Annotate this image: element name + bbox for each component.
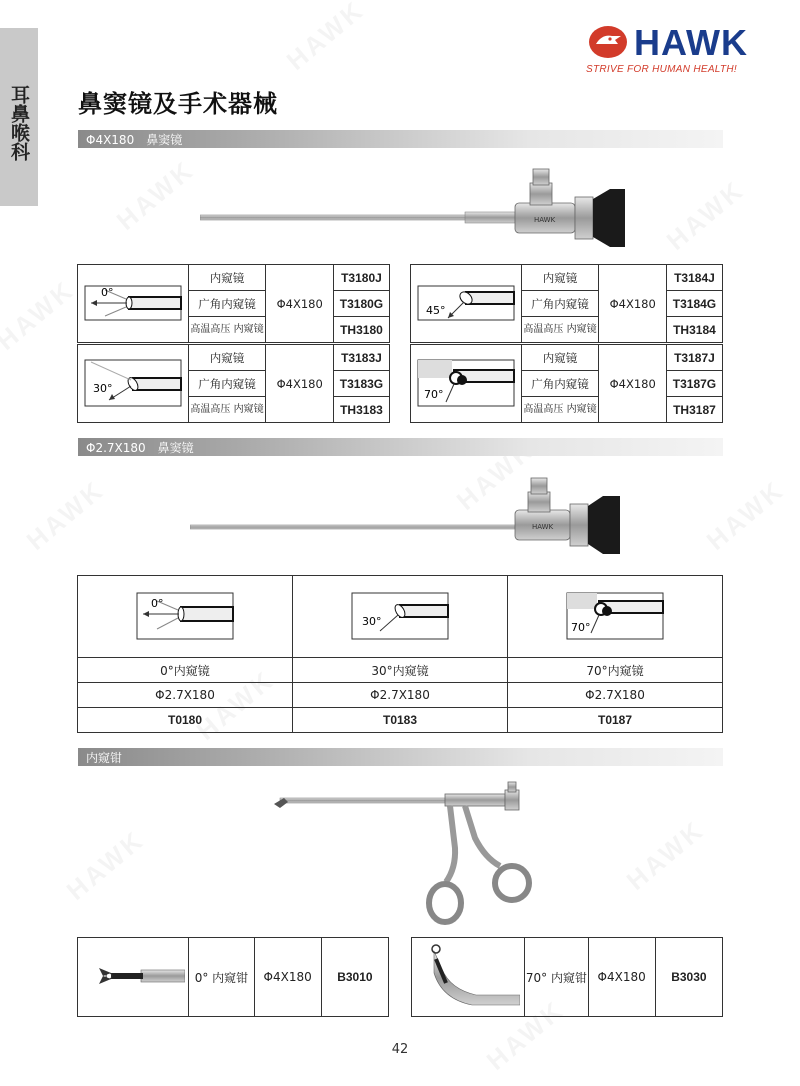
product-code: T0183 [293,708,508,733]
product-code: T0180 [78,708,293,733]
section-title: Φ2.7X180 鼻窦镜 [86,441,194,455]
watermark [61,824,151,907]
lens-diagram-cell [411,265,522,343]
product-code: T3184J [666,265,722,291]
side-tab-label: 耳鼻喉科 [8,85,30,161]
forceps-70deg-tip-icon [416,939,520,1013]
svg-text:0°: 0° [100,286,114,299]
watermark [701,474,791,557]
product-name: 30°内窥镜 [293,658,508,683]
endoscope-2.7x180-image [190,472,630,562]
spec-table-0deg [77,264,390,343]
forceps-table-70deg [411,937,723,1017]
product-code: T3183G [333,371,389,397]
product-code: T3184G [666,291,722,317]
product-name: 高温高压 内窥镜 [521,397,599,423]
product-spec: Φ2.7X180 [78,683,293,708]
svg-text:30°: 30° [92,382,113,395]
hawk-logo-icon [588,24,628,60]
product-name: 内窥镜 [188,345,266,371]
scope-brand-label: HAWK [532,523,554,531]
spec-table-30deg [77,344,390,423]
watermark [621,814,711,897]
lens-45deg-icon [414,272,518,332]
product-name: 广角内窥镜 [521,291,599,317]
product-code: B3010 [321,938,388,1017]
product-name: 0°内窥镜 [78,658,293,683]
lens-diagram-cell [411,345,522,423]
lens-70deg-icon [414,352,518,412]
product-name: 高温高压 内窥镜 [188,397,266,423]
forceps-tip-cell [78,938,189,1017]
spec-table-2.7x180 [77,575,723,733]
product-spec: Φ4X180 [266,345,333,423]
product-name: 70° 内窥钳 [525,938,588,1017]
forceps-table-0deg [77,937,389,1017]
lens-diagram-cell [78,265,189,343]
lens-diagram-cell [78,345,189,423]
lens-diagram-cell [508,576,723,658]
lens-30deg-icon [81,352,185,412]
watermark [21,474,111,557]
section-title: 内窥钳 [86,751,123,765]
product-code: T3187G [666,371,722,397]
product-spec: Φ4X180 [588,938,655,1017]
product-name: 广角内窥镜 [188,291,266,317]
watermark [281,0,371,77]
section-title: Φ4X180 鼻窦镜 [86,133,183,147]
lens-0deg-icon [81,272,185,332]
product-name: 0° 内窥钳 [189,938,254,1017]
watermark [0,274,81,357]
product-spec: Φ4X180 [599,345,666,423]
product-code: B3030 [655,938,722,1017]
endoscope-4x180-image [200,165,635,255]
forceps-0deg-tip-icon [81,946,185,1006]
page-number: 42 [391,1042,409,1057]
product-code: TH3184 [666,317,722,343]
product-name: 内窥镜 [188,265,266,291]
product-code: TH3183 [333,397,389,423]
watermark [111,154,201,237]
product-name: 内窥镜 [521,345,599,371]
product-spec: Φ4X180 [599,265,666,343]
product-code: TH3180 [333,317,389,343]
product-spec: Φ4X180 [266,265,333,343]
hawk-logo [584,20,774,78]
product-name: 广角内窥镜 [188,371,266,397]
logo-slogan: STRIVE FOR HUMAN HEALTH! [586,64,737,75]
product-code: TH3187 [666,397,722,423]
spec-table-70deg [410,344,723,423]
watermark [661,174,751,257]
product-code: T3180J [333,265,389,291]
section-header-4x180 [78,130,723,148]
svg-text:70°: 70° [423,388,444,401]
forceps-image [270,778,540,928]
forceps-tip-cell [412,938,525,1017]
section-header-2.7x180 [78,438,723,456]
product-spec: Φ2.7X180 [293,683,508,708]
lens-diagram-cell [78,576,293,658]
page-title: 鼻窦镜及手术器械 [78,90,278,118]
product-name: 内窥镜 [521,265,599,291]
section-header-forceps [78,748,723,766]
svg-text:30°: 30° [362,615,382,628]
product-name: 高温高压 内窥镜 [188,317,266,343]
product-code: T3187J [666,345,722,371]
lens-70deg-icon [563,585,667,645]
product-code: T3180G [333,291,389,317]
svg-text:45°: 45° [425,304,446,317]
lens-0deg-icon [133,585,237,645]
logo-wordmark: HAWK [634,22,748,63]
product-code: T0187 [508,708,723,733]
product-code: T3183J [333,345,389,371]
lens-diagram-cell [293,576,508,658]
product-spec: Φ4X180 [254,938,321,1017]
svg-text:0°: 0° [151,597,164,610]
spec-table-45deg [410,264,723,343]
product-name: 高温高压 内窥镜 [521,317,599,343]
product-name: 70°内窥镜 [508,658,723,683]
category-side-tab [0,28,38,206]
product-name: 广角内窥镜 [521,371,599,397]
product-spec: Φ2.7X180 [508,683,723,708]
svg-text:70°: 70° [571,621,591,634]
scope-brand-label: HAWK [534,216,556,224]
lens-30deg-icon [348,585,452,645]
